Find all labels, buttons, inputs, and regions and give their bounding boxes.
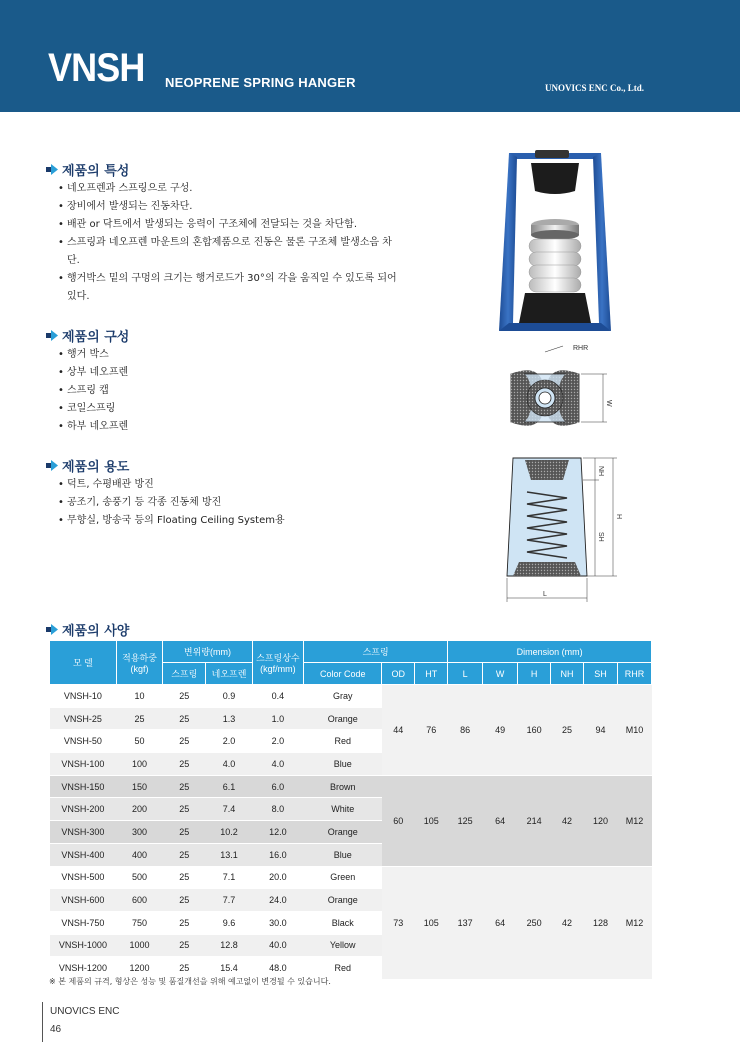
cell-color: Orange bbox=[304, 889, 382, 912]
cell-ht: 76 bbox=[415, 685, 448, 776]
cell-load: 750 bbox=[116, 911, 162, 934]
section-arrow-icon bbox=[46, 460, 59, 471]
top-view-drawing bbox=[495, 340, 625, 444]
table-row bbox=[50, 685, 652, 708]
col-nh: NH bbox=[551, 663, 584, 685]
cell-def-neoprene: 0.9 bbox=[206, 685, 252, 708]
cell-model: VNSH-50 bbox=[50, 730, 117, 753]
cell-spring-const: 40.0 bbox=[252, 934, 303, 957]
side-view-drawing bbox=[495, 452, 625, 616]
list-item: • 스프링 캡 bbox=[58, 382, 398, 400]
col-spring: 스프링 bbox=[304, 641, 448, 663]
cell-color: Red bbox=[304, 957, 382, 980]
cell-model: VNSH-1000 bbox=[50, 934, 117, 957]
table-header-row bbox=[50, 641, 652, 663]
cell-def-spring: 25 bbox=[163, 775, 206, 798]
cell-def-neoprene: 9.6 bbox=[206, 911, 252, 934]
product-subtitle: NEOPRENE SPRING HANGER bbox=[165, 75, 356, 90]
cell-def-neoprene: 2.0 bbox=[206, 730, 252, 753]
features-list bbox=[58, 180, 398, 306]
cell-ht: 105 bbox=[415, 866, 448, 979]
cell-def-neoprene: 12.8 bbox=[206, 934, 252, 957]
list-item: • 코일스프링 bbox=[58, 400, 398, 418]
cell-load: 1000 bbox=[116, 934, 162, 957]
col-def-neoprene: 네오프렌 bbox=[206, 663, 252, 685]
spec-table bbox=[49, 640, 652, 980]
cell-load: 300 bbox=[116, 821, 162, 844]
list-item: • 배관 or 닥트에서 발생되는 응력이 구조체에 전달되는 것을 차단함. bbox=[58, 216, 398, 234]
cell-sh: 94 bbox=[583, 685, 617, 776]
cell-h: 250 bbox=[518, 866, 551, 979]
cell-nh: 25 bbox=[551, 685, 584, 776]
cell-def-neoprene: 15.4 bbox=[206, 957, 252, 980]
cell-load: 600 bbox=[116, 889, 162, 912]
cell-def-neoprene: 13.1 bbox=[206, 843, 252, 866]
company-name: UNOVICS ENC Co., Ltd. bbox=[545, 83, 645, 93]
cell-load: 50 bbox=[116, 730, 162, 753]
cell-model: VNSH-10 bbox=[50, 685, 117, 708]
cell-def-spring: 25 bbox=[163, 730, 206, 753]
cell-model: VNSH-25 bbox=[50, 707, 117, 730]
cell-h: 214 bbox=[518, 775, 551, 866]
cell-load: 200 bbox=[116, 798, 162, 821]
cell-def-neoprene: 6.1 bbox=[206, 775, 252, 798]
cell-spring-const: 24.0 bbox=[252, 889, 303, 912]
col-rhr: RHR bbox=[617, 663, 651, 685]
col-def-spring: 스프링 bbox=[163, 663, 206, 685]
cell-rhr: M12 bbox=[617, 866, 651, 979]
section-arrow-icon bbox=[46, 330, 59, 341]
cell-od: 44 bbox=[382, 685, 415, 776]
cell-w: 64 bbox=[483, 775, 518, 866]
col-dimension: Dimension (mm) bbox=[448, 641, 652, 663]
col-h: H bbox=[518, 663, 551, 685]
col-model: 모 델 bbox=[50, 641, 117, 685]
cell-model: VNSH-100 bbox=[50, 753, 117, 776]
cell-def-neoprene: 7.4 bbox=[206, 798, 252, 821]
cell-def-spring: 25 bbox=[163, 889, 206, 912]
cell-spring-const: 0.4 bbox=[252, 685, 303, 708]
cell-def-spring: 25 bbox=[163, 685, 206, 708]
w-label: W bbox=[605, 400, 612, 407]
col-ht: HT bbox=[415, 663, 448, 685]
cell-ht: 105 bbox=[415, 775, 448, 866]
cell-load: 10 bbox=[116, 685, 162, 708]
cell-model: VNSH-300 bbox=[50, 821, 117, 844]
cell-od: 73 bbox=[382, 866, 415, 979]
list-item: • 장비에서 발생되는 진동차단. bbox=[58, 198, 398, 216]
cell-sh: 120 bbox=[583, 775, 617, 866]
spec-title: 제품의 사양 bbox=[46, 620, 129, 639]
page-header bbox=[0, 0, 740, 112]
usage-title: 제품의 용도 bbox=[46, 456, 129, 475]
footer-company: UNOVICS ENC bbox=[50, 1006, 120, 1017]
list-item: • 행거 박스 bbox=[58, 346, 398, 364]
cell-load: 400 bbox=[116, 843, 162, 866]
cell-w: 64 bbox=[483, 866, 518, 979]
col-od: OD bbox=[382, 663, 415, 685]
section-arrow-icon bbox=[46, 624, 59, 635]
cell-load: 25 bbox=[116, 707, 162, 730]
cell-color: Blue bbox=[304, 753, 382, 776]
cell-color: Gray bbox=[304, 685, 382, 708]
cell-nh: 42 bbox=[551, 866, 584, 979]
cell-color: Red bbox=[304, 730, 382, 753]
col-sh: SH bbox=[583, 663, 617, 685]
cell-def-spring: 25 bbox=[163, 911, 206, 934]
cell-def-spring: 25 bbox=[163, 934, 206, 957]
col-spring-const: 스프링상수 (kgf/mm) bbox=[252, 641, 303, 685]
cell-spring-const: 2.0 bbox=[252, 730, 303, 753]
footer-divider bbox=[42, 1002, 43, 1042]
cell-model: VNSH-200 bbox=[50, 798, 117, 821]
cell-model: VNSH-150 bbox=[50, 775, 117, 798]
cell-color: Brown bbox=[304, 775, 382, 798]
col-deflection: 변위량(mm) bbox=[163, 641, 253, 663]
cell-load: 500 bbox=[116, 866, 162, 889]
cell-def-spring: 25 bbox=[163, 798, 206, 821]
cell-model: VNSH-500 bbox=[50, 866, 117, 889]
cell-spring-const: 6.0 bbox=[252, 775, 303, 798]
cell-def-spring: 25 bbox=[163, 843, 206, 866]
cell-spring-const: 4.0 bbox=[252, 753, 303, 776]
cell-color: Yellow bbox=[304, 934, 382, 957]
cell-def-neoprene: 7.7 bbox=[206, 889, 252, 912]
cell-load: 1200 bbox=[116, 957, 162, 980]
cell-color: Orange bbox=[304, 707, 382, 730]
cell-od: 60 bbox=[382, 775, 415, 866]
cell-model: VNSH-400 bbox=[50, 843, 117, 866]
cell-rhr: M12 bbox=[617, 775, 651, 866]
cell-model: VNSH-1200 bbox=[50, 957, 117, 980]
cell-def-neoprene: 4.0 bbox=[206, 753, 252, 776]
cell-l: 125 bbox=[448, 775, 483, 866]
cell-l: 137 bbox=[448, 866, 483, 979]
model-title: VNSH bbox=[48, 46, 145, 90]
features-title: 제품의 특성 bbox=[46, 160, 129, 179]
list-item: • 무향실, 방송국 등의 Floating Ceiling System용 bbox=[58, 512, 398, 530]
list-item: • 덕트, 수평배관 방진 bbox=[58, 476, 398, 494]
disclaimer-note: ※ 본 제품의 규격, 형상은 성능 및 품질개선을 위해 예고없이 변경될 수 있습니다. bbox=[49, 977, 331, 986]
list-item: • 네오프렌과 스프링으로 구성. bbox=[58, 180, 398, 198]
cell-def-neoprene: 10.2 bbox=[206, 821, 252, 844]
col-w: W bbox=[483, 663, 518, 685]
composition-list bbox=[58, 346, 398, 436]
cell-model: VNSH-600 bbox=[50, 889, 117, 912]
cell-spring-const: 48.0 bbox=[252, 957, 303, 980]
section-arrow-icon bbox=[46, 164, 59, 175]
list-item: • 행거박스 밑의 구멍의 크기는 행거로드가 30°의 각을 움직일 수 있도록 되어 있다. bbox=[58, 270, 398, 306]
cell-nh: 42 bbox=[551, 775, 584, 866]
cell-def-neoprene: 7.1 bbox=[206, 866, 252, 889]
cell-color: Black bbox=[304, 911, 382, 934]
col-l: L bbox=[448, 663, 483, 685]
cell-load: 100 bbox=[116, 753, 162, 776]
cell-h: 160 bbox=[518, 685, 551, 776]
l-label: L bbox=[543, 591, 547, 598]
col-load: 적용하중 (kgf) bbox=[116, 641, 162, 685]
cell-model: VNSH-750 bbox=[50, 911, 117, 934]
cell-def-spring: 25 bbox=[163, 753, 206, 776]
cell-spring-const: 12.0 bbox=[252, 821, 303, 844]
sh-label: SH bbox=[597, 532, 604, 542]
cell-sh: 128 bbox=[583, 866, 617, 979]
cell-color: Green bbox=[304, 866, 382, 889]
composition-title: 제품의 구성 bbox=[46, 326, 129, 345]
col-color-code: Color Code bbox=[304, 663, 382, 685]
cell-spring-const: 1.0 bbox=[252, 707, 303, 730]
usage-list bbox=[58, 476, 398, 530]
cell-color: Blue bbox=[304, 843, 382, 866]
list-item: • 공조기, 송풍기 등 각종 진동체 방진 bbox=[58, 494, 398, 512]
cell-spring-const: 8.0 bbox=[252, 798, 303, 821]
cell-def-neoprene: 1.3 bbox=[206, 707, 252, 730]
nh-label: NH bbox=[597, 466, 604, 477]
cell-w: 49 bbox=[483, 685, 518, 776]
cell-spring-const: 20.0 bbox=[252, 866, 303, 889]
cell-spring-const: 30.0 bbox=[252, 911, 303, 934]
list-item: • 스프링과 네오프렌 마운트의 혼합제품으로 진동은 물론 구조체 발생소음 차단. bbox=[58, 234, 398, 270]
table-row bbox=[50, 775, 652, 798]
rhr-label: RHR bbox=[573, 345, 589, 352]
product-photo bbox=[495, 145, 615, 339]
cell-l: 86 bbox=[448, 685, 483, 776]
cell-rhr: M10 bbox=[617, 685, 651, 776]
cell-def-spring: 25 bbox=[163, 821, 206, 844]
list-item: • 하부 네오프렌 bbox=[58, 418, 398, 436]
table-row bbox=[50, 866, 652, 889]
cell-color: White bbox=[304, 798, 382, 821]
h-label: H bbox=[615, 514, 622, 520]
cell-load: 150 bbox=[116, 775, 162, 798]
cell-spring-const: 16.0 bbox=[252, 843, 303, 866]
list-item: • 상부 네오프렌 bbox=[58, 364, 398, 382]
page-number: 46 bbox=[50, 1024, 62, 1035]
cell-def-spring: 25 bbox=[163, 957, 206, 980]
cell-def-spring: 25 bbox=[163, 707, 206, 730]
cell-def-spring: 25 bbox=[163, 866, 206, 889]
cell-color: Orange bbox=[304, 821, 382, 844]
